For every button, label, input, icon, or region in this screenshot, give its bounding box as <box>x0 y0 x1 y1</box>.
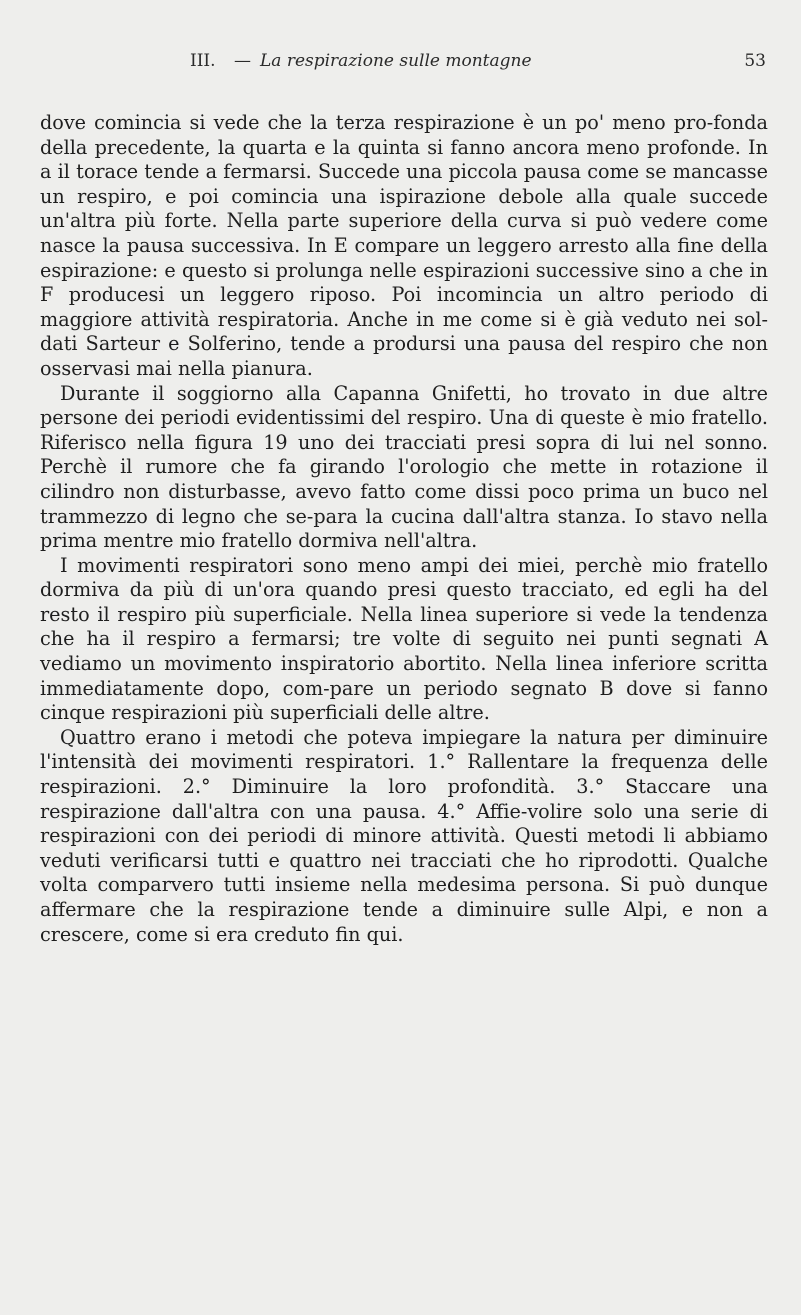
chapter-number: III. <box>190 51 216 71</box>
paragraph: Quattro erano i metodi che poteva impiegare la natura per diminuire l'intensità dei movimenti respiratori. 1.° Rallentare la frequenza delle respirazioni. 2.° Diminuire la loro profondità. 3.° Staccare una respirazione dall'altra con una pausa. 4.° Affie-volire solo una serie di respirazioni con dei periodi di minore attività. Questi metodi li abbiamo veduti verificarsi tutti e quattro nei tracciati che ho riprodotti. Qualche volta comparvero tutti insieme nella medesima persona. Si può dunque affermare che la respirazione tende a diminuire sulle Alpi, e non a crescere, come si era creduto fin qui. <box>40 725 768 946</box>
page-number: 53 <box>744 51 766 71</box>
body-text <box>40 111 768 947</box>
chapter-title: La respirazione sulle montagne <box>260 51 532 71</box>
header-separator: — <box>234 51 251 71</box>
paragraph: I movimenti respiratori sono meno ampi dei miei, perchè mio fratello dormiva da più di un'ora quando presi questo tracciato, ed egli ha del resto il respiro più superficiale. Nella linea superiore si vede la tendenza che ha il respiro a fermarsi; tre volte di seguito nei punti segnati A vediamo un movimento inspiratorio abortito. Nella linea inferiore scritta immediatamente dopo, com-pare un periodo segnato B dove si fanno cinque respirazioni più superficiali delle altre. <box>40 553 768 725</box>
paragraph: Durante il soggiorno alla Capanna Gnifetti, ho trovato in due altre persone dei periodi evidentissimi del respiro. Una di queste è mio fratello. Riferisco nella figura 19 uno dei tracciati presi sopra di lui nel sonno. Perchè il rumore che fa girando l'orologio che mette in rotazione il cilindro non disturbasse, avevo fatto come dissi poco prima un buco nel trammezzo di legno che se-para la cucina dall'altra stanza. Io stavo nella prima mentre mio fratello dormiva nell'altra. <box>40 381 768 553</box>
paragraph: dove comincia si vede che la terza respirazione è un po' meno pro-fonda della precedente, la quarta e la quinta si fanno ancora meno profonde. In a il torace tende a fermarsi. Succede una piccola pausa come se mancasse un respiro, e poi comincia una ispirazione debole alla quale succede un'altra più forte. Nella parte superiore della curva si può vedere come nasce la pausa successiva. In E compare un leggero arresto alla fine della espirazione: e questo si prolunga nelle espirazioni successive sino a che in F producesi un leggero riposo. Poi incomincia un altro periodo di maggiore attività respiratoria. Anche in me come si è già veduto nei sol-dati Sarteur e Solferino, tende a prodursi una pausa del respiro che non osservasi mai nella pianura. <box>40 111 768 380</box>
running-head <box>190 49 766 73</box>
